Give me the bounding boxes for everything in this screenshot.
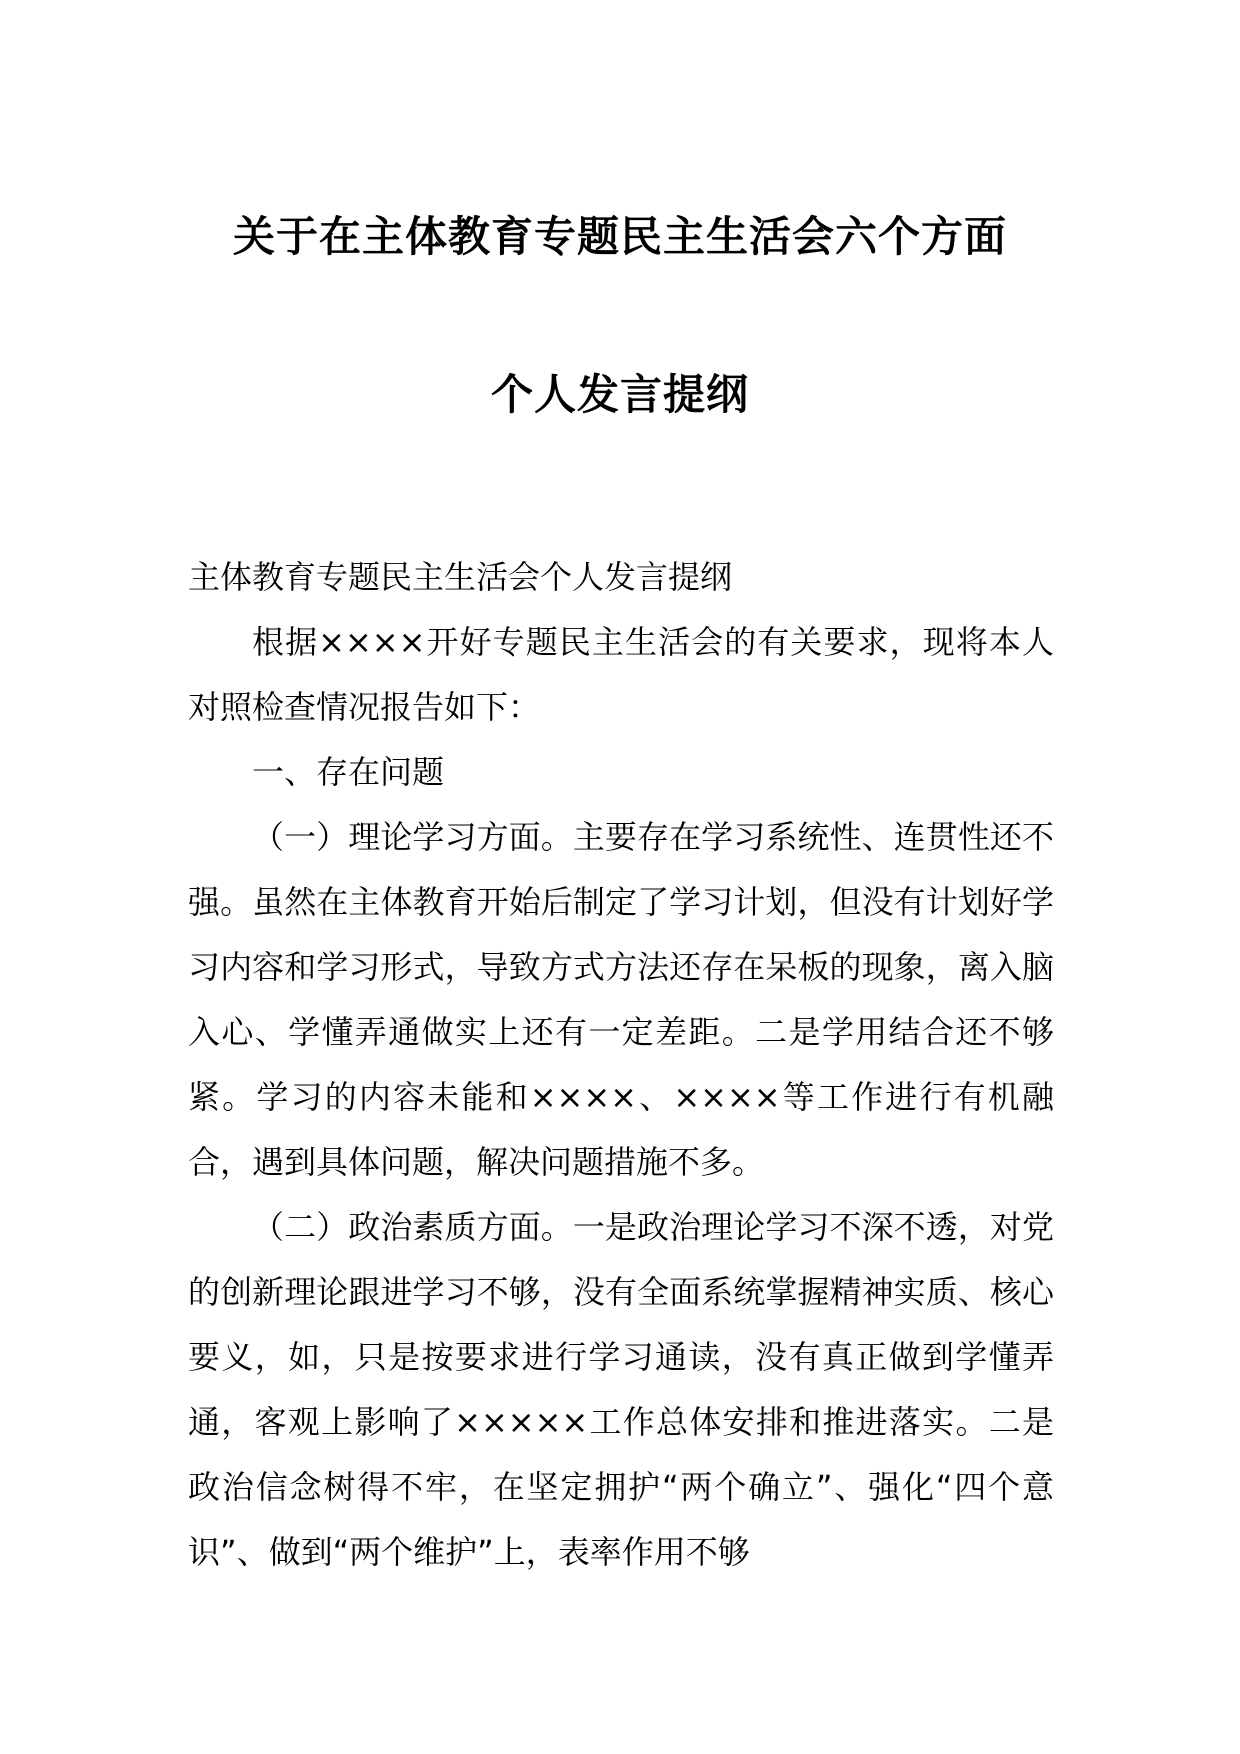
subtitle-paragraph: 主体教育专题民主生活会个人发言提纲 bbox=[188, 558, 733, 596]
document-title-line-2: 个人发言提纲 bbox=[490, 370, 749, 419]
document-body bbox=[188, 545, 1054, 1585]
section-heading: 一、存在问题 bbox=[252, 753, 445, 791]
paragraph-political-quality: （二）政治素质方面。一是政治理论学习不深不透，对党的创新理论跟进学习不够，没有全面系统掌握精神实质、核心要义，如，只是按要求进行学习通读，没有真正做到学懂弄通，客观上影响了×××××工作总体安排和推进落实。二是政治信念树得不牢，在坚定拥护“两个确立”、强化“四个意识”、做到“两个维护”上，表率作用不够 bbox=[188, 1208, 1054, 1571]
intro-paragraph: 根据××××开好专题民主生活会的有关要求，现将本人对照检查情况报告如下： bbox=[188, 623, 1054, 726]
paragraph-theory-study: （一）理论学习方面。主要存在学习系统性、连贯性还不强。虽然在主体教育开始后制定了学习计划，但没有计划好学习内容和学习形式，导致方式方法还存在呆板的现象，离入脑入心、学懂弄通做实上还有一定差距。二是学用结合还不够紧。学习的内容未能和××××、××××等工作进行有机融合，遇到具体问题，解决问题措施不多。 bbox=[188, 818, 1054, 1181]
document-title-line-1: 关于在主体教育专题民主生活会六个方面 bbox=[232, 212, 1007, 261]
